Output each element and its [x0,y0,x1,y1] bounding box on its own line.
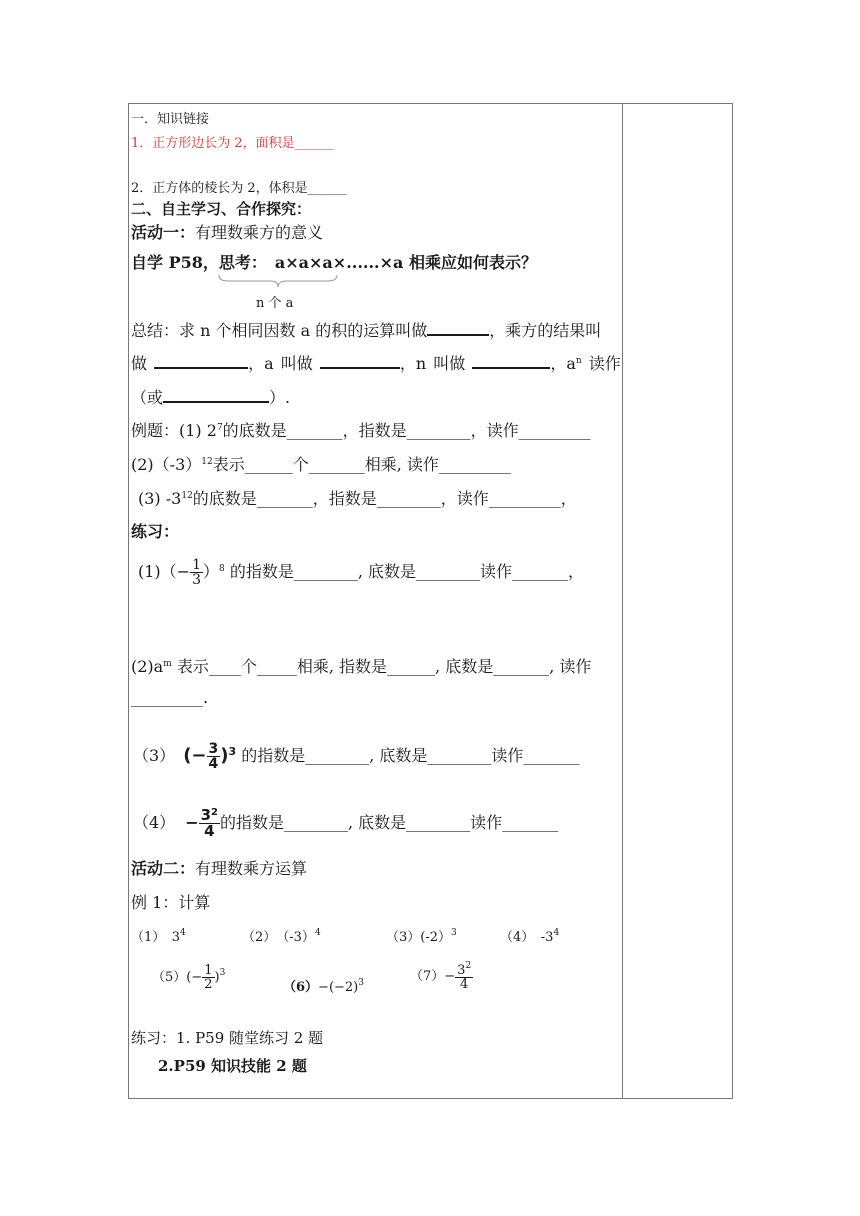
example-3-b: 的底数是_______，指数是________，读作_________， [192,489,577,508]
calc-item-4 [500,926,559,945]
calc-text: （3）(-2） [386,930,452,945]
activity1-heading [131,220,323,243]
superscript: 12 [201,457,213,467]
calc-item-7 [410,962,473,991]
example-3 [138,486,577,509]
example-1 [131,418,591,441]
calc-text: （2） （-3） [242,930,315,945]
summary-line-3 [131,385,290,408]
practice-title: 练习： [131,522,180,541]
superscript: 3 [219,968,226,978]
blank [320,353,400,369]
example-3-a: (3) -3 [138,489,182,508]
superscript: 7 [216,423,223,433]
brace-label: n 个 a [256,296,294,311]
summary-text-1b: ，乘方的结果叫 [489,321,602,340]
summary-text-2d: ，a [550,354,576,373]
paren-close: ) [214,970,220,985]
question-1: 1．正方形边长为 2，面积是______ [131,136,334,151]
practice-1 [138,558,584,587]
fraction [207,742,221,771]
denominator: 2 [204,977,213,992]
superscript: 3 [228,745,237,758]
activity2-text: 有理数乘方运算 [195,859,308,878]
superscript: 4 [553,928,560,938]
practice-4-a: （4） [133,813,176,832]
practice-2 [131,654,591,677]
superscript: 3 [358,978,364,988]
calc-expression: −(−2) [318,980,359,995]
example-2-a: (2)（-3） [131,455,202,474]
activity1-text: 有理数乘方的意义 [195,223,324,242]
example-heading: 例 1：计算 [131,893,211,912]
practice-2-b: 表示____个_____相乘, 指数是______, 底数是_______, 读作 [176,657,592,676]
blank [163,387,269,403]
calc-text: （5）(− [152,970,203,985]
calc-item-6 [283,976,364,995]
activity2-heading [131,856,307,879]
denominator: 4 [455,977,473,991]
question-2: 2．正方体的棱长为 2，体积是______ [131,181,347,196]
calc-item-2 [242,926,321,945]
superscript: 2 [211,807,218,818]
summary-text-1: 总结：求 n 个相同因数 a 的积的运算叫做 [131,321,428,340]
practice-3 [133,742,579,771]
paren-open: (− [183,745,207,766]
paren-close: ) [220,745,229,766]
summary-text-3a: （或 [131,388,164,407]
example-2-b: 表示______个_______相乘, 读作_________ [212,455,511,474]
example-1-b: 的底数是_______，指数是________，读作_________ [222,421,591,440]
fraction [199,808,220,839]
summary-line-1 [131,318,601,341]
calc-text: （7）− [410,969,456,984]
blank [427,320,489,336]
summary-text-2e: 读作 [588,354,621,373]
practice-3-b: 的指数是________, 底数是________读作_______ [241,746,580,765]
underbrace [218,274,338,288]
activity1-label: 活动一： [131,223,196,242]
section2-title: 二、自主学习、合作探究： [131,200,312,218]
numerator: 1 [204,963,213,978]
calc-item-1 [131,926,186,945]
practice-4-b: 的指数是________, 底数是________读作_______ [220,813,559,832]
summary-line-2 [131,351,621,374]
numerator: 3 [200,806,212,824]
denominator: 4 [208,756,219,772]
numerator: 3 [457,963,466,978]
side-cell [622,103,733,1099]
superscript: 12 [181,491,193,501]
summary-text-2c: ，n 叫做 [399,354,466,373]
section1-title: 一．知识链接 [131,112,210,127]
example-2 [131,452,511,475]
summary-text-2b: ，a 叫做 [248,354,313,373]
superscript: 4 [314,928,321,938]
superscript: 4 [180,928,186,938]
fraction [455,962,473,991]
practice-1-b: ） [203,562,220,581]
calc-text: （4） -3 [500,930,554,945]
practice-1-c: 的指数是________, 底数是________读作_______， [229,562,585,581]
superscript: 8 [219,564,225,574]
calc-text: （6） [283,980,319,995]
blank [154,353,248,369]
superscript: 3 [451,928,457,938]
superscript: 2 [465,961,472,971]
numerator: 3 [208,741,219,757]
calc-text: （1） 3 [131,930,181,945]
calc-item-5 [152,964,225,991]
fraction [202,964,214,991]
numerator: 1 [192,557,201,573]
practice-line-2: 2.P59 知识技能 2 题 [158,1057,307,1075]
activity2-label: 活动二： [131,859,196,878]
practice-4 [133,808,558,839]
practice-1-a: (1)（− [138,562,191,581]
blank [472,353,550,369]
practice-2-cont: _________. [131,688,209,707]
practice-2-a: (2)a [131,657,164,676]
denominator: 3 [192,572,201,588]
denominator: 4 [199,823,220,839]
practice-line-1: 练习：1. P59 随堂练习 2 题 [131,1029,324,1047]
practice-3-a: （3） [133,746,176,765]
summary-text-2a: 做 [131,354,148,373]
summary-text-3b: ）. [269,388,291,407]
self-study-prompt: 自学 P58，思考： a×a×a×......×a 相乘应如何表示？ [131,253,537,272]
fraction [190,558,203,587]
minus-sign: − [185,813,199,832]
example-1-a: 例题：(1) 2 [131,421,217,440]
superscript: m [163,659,172,669]
calc-item-3 [386,926,457,945]
superscript: n [575,356,582,366]
